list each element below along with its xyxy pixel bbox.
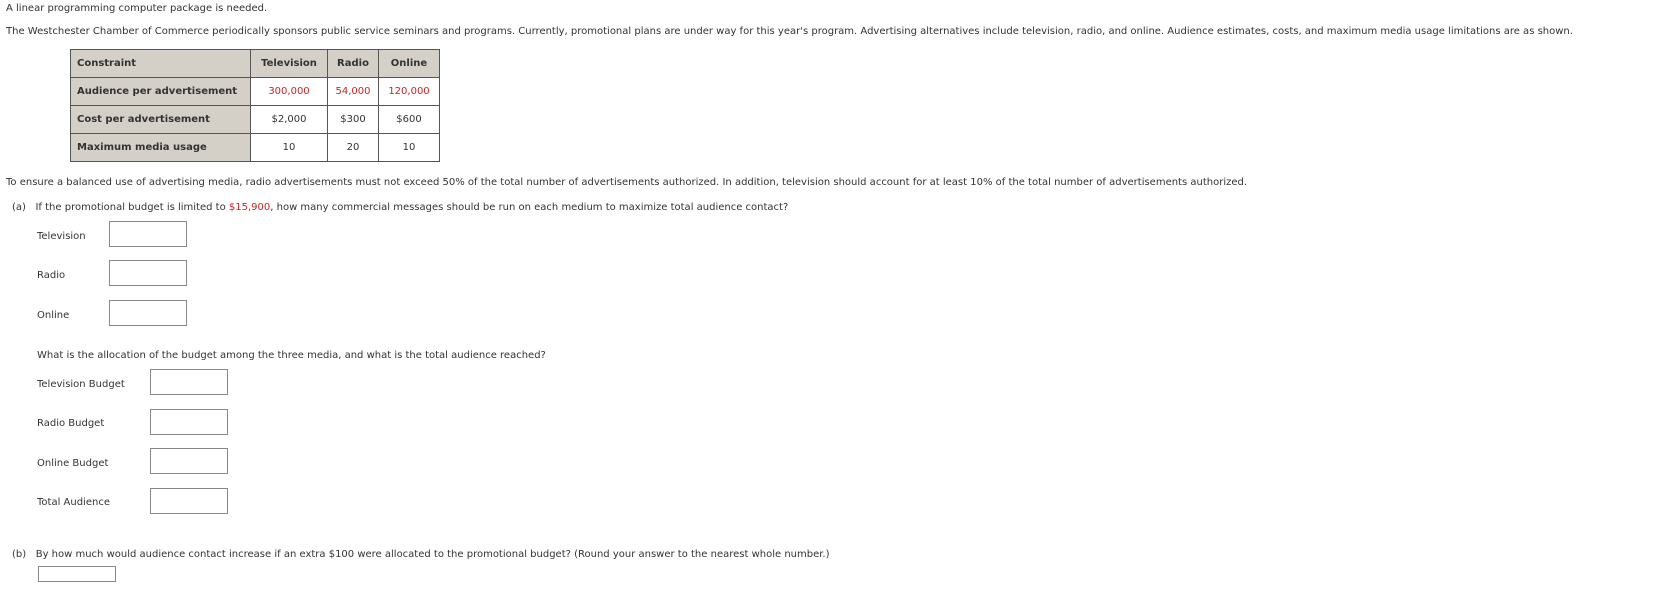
- table-cell: 54,000: [328, 78, 379, 106]
- part-a-marker: (a): [12, 202, 26, 213]
- part-a-question: [12, 202, 788, 213]
- part-a-question-suffix: , how many commercial messages should be run on each medium to maximize total audience contact?: [270, 202, 789, 213]
- budget-value: $15,900: [228, 202, 271, 213]
- balance-statement: To ensure a balanced use of advertising media, radio advertisements must not exceed 50% of the total number of advertisements authorized. In addition, television should account for at least 10% of the total number of advertisements authorized.: [6, 177, 1248, 188]
- audience-increase-input[interactable]: [38, 566, 116, 582]
- table-header-cell: Radio: [328, 50, 379, 78]
- table-cell: 300,000: [251, 78, 328, 106]
- television-label: Television: [37, 231, 86, 242]
- total-audience-input[interactable]: [150, 488, 228, 514]
- table-header-cell: Online: [379, 50, 440, 78]
- radio-budget-label: Radio Budget: [37, 418, 105, 429]
- online-budget-label: Online Budget: [37, 458, 109, 469]
- table-row: [71, 134, 440, 162]
- table-header-cell: Constraint: [71, 50, 251, 78]
- table-header-cell: Television: [251, 50, 328, 78]
- radio-budget-input[interactable]: [150, 409, 228, 435]
- intro-text: A linear programming computer package is needed.: [6, 3, 268, 14]
- table-cell: $600: [379, 106, 440, 134]
- table-cell: 10: [251, 134, 328, 162]
- radio-label: Radio: [37, 270, 66, 281]
- table-row: [71, 106, 440, 134]
- online-budget-input[interactable]: [150, 448, 228, 474]
- row-label: Audience per advertisement: [71, 78, 251, 106]
- table-header-row: [71, 50, 440, 78]
- table-cell: 20: [328, 134, 379, 162]
- row-label: Cost per advertisement: [71, 106, 251, 134]
- part-b-question-text: By how much would audience contact increase if an extra $100 were allocated to the promotional budget? (Round your answer to the nearest whole number.): [35, 549, 830, 560]
- allocation-question: What is the allocation of the budget among the three media, and what is the total audience reached?: [37, 350, 546, 361]
- problem-statement: The Westchester Chamber of Commerce periodically sponsors public service seminars and programs. Currently, promotional plans are under way for this year's program. Advertising alternatives include television, radio, and online. Audience estimates, costs, and maximum media usage limitations are as shown.: [6, 26, 1573, 37]
- radio-input[interactable]: [109, 260, 187, 286]
- table-cell: 120,000: [379, 78, 440, 106]
- television-budget-input[interactable]: [150, 369, 228, 395]
- row-label: Maximum media usage: [71, 134, 251, 162]
- table-cell: 10: [379, 134, 440, 162]
- part-b-marker: (b): [12, 549, 27, 560]
- part-a-question-prefix: If the promotional budget is limited to: [35, 202, 226, 213]
- table-row: [71, 78, 440, 106]
- table-cell: $2,000: [251, 106, 328, 134]
- television-input[interactable]: [109, 221, 187, 247]
- online-input[interactable]: [109, 300, 187, 326]
- part-b-question: [12, 549, 830, 560]
- constraint-table: [70, 49, 440, 162]
- table-cell: $300: [328, 106, 379, 134]
- total-audience-label: Total Audience: [37, 497, 110, 508]
- television-budget-label: Television Budget: [37, 379, 125, 390]
- online-label: Online: [37, 310, 70, 321]
